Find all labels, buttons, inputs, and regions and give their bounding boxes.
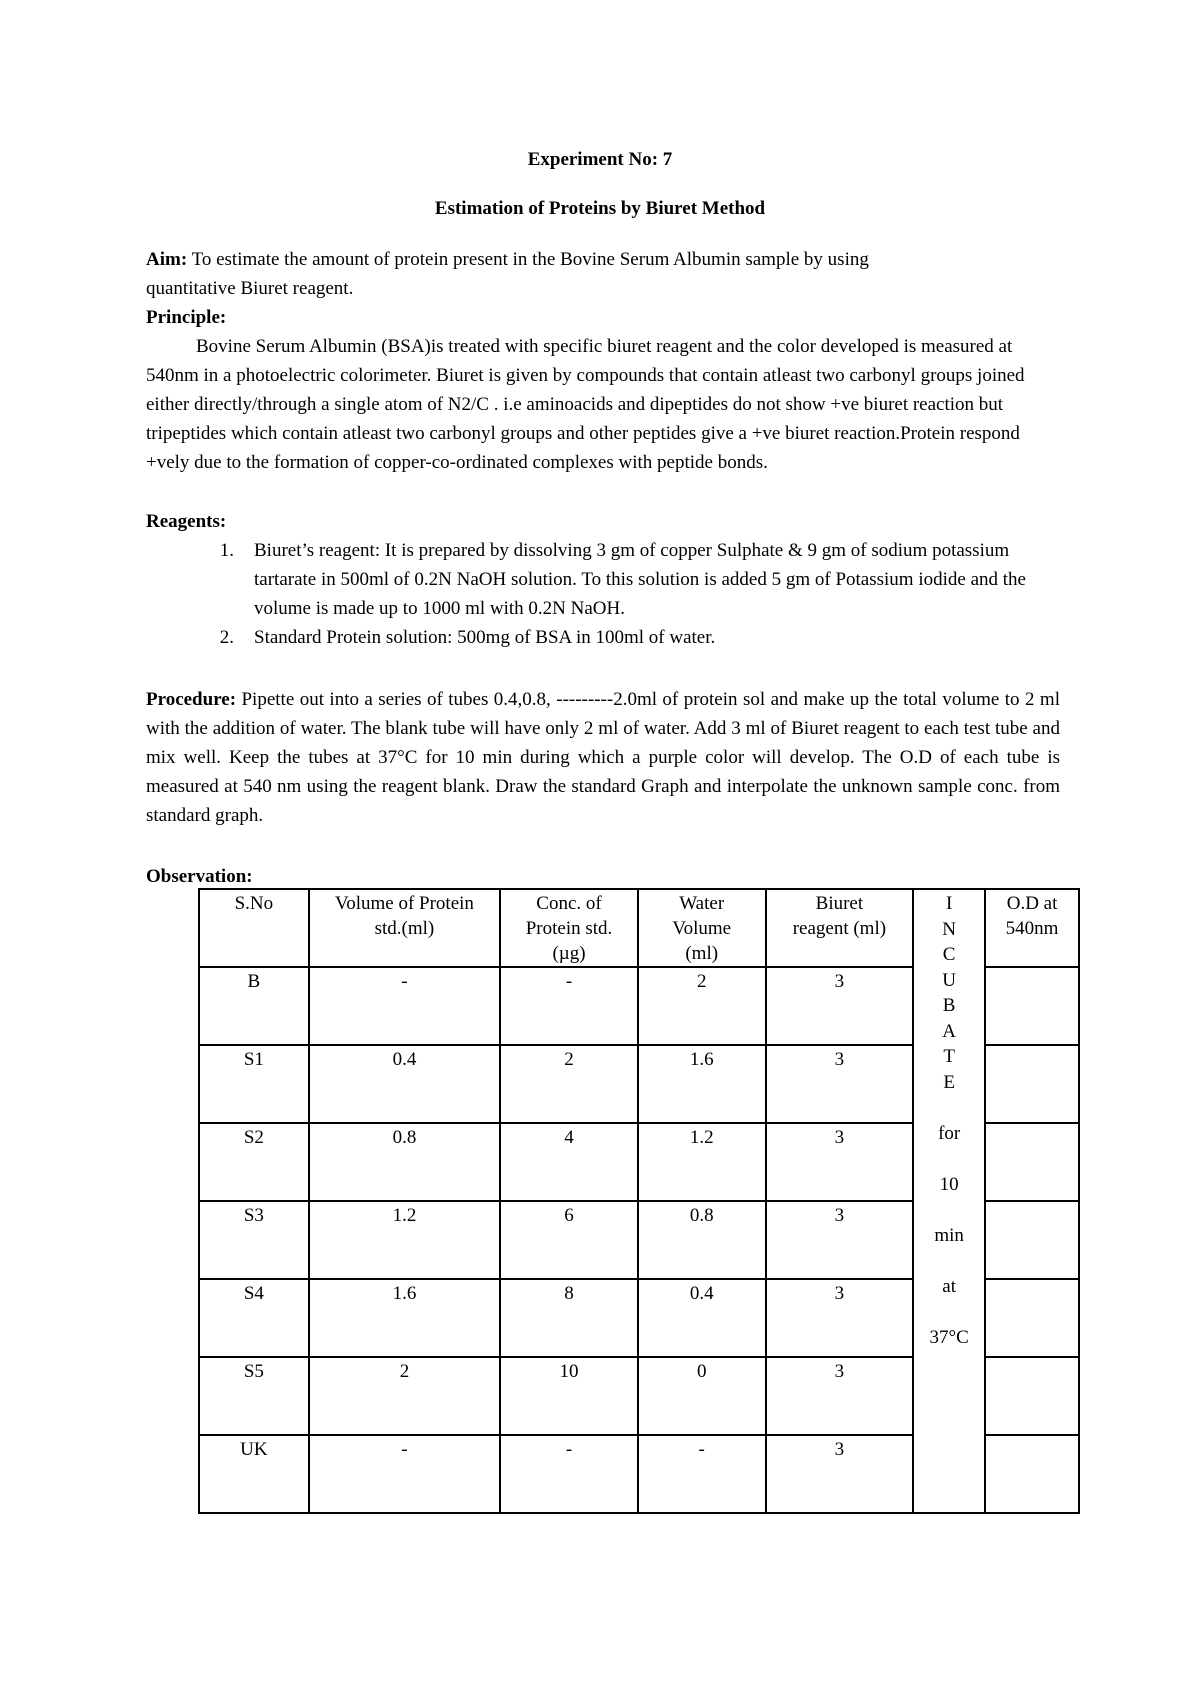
reagent-number: 1. [219,540,234,561]
cell-od [985,1435,1079,1513]
cell-volume: - [309,967,500,1045]
header-volume: Volume of Protein std.(ml) [309,889,500,967]
aim-text-1: To estimate the amount of protein present in the Bovine Serum Albumin sample by using [187,249,869,270]
reagents-list [146,536,1060,652]
header-biuret: Biuret reagent (ml) [766,889,914,967]
cell-sno: S4 [199,1279,309,1357]
procedure-section [146,685,1060,830]
reagent-number: 2. [219,627,234,648]
cell-conc: 4 [500,1123,638,1201]
cell-sno: S3 [199,1201,309,1279]
cell-sno: B [199,967,309,1045]
header-sno: S.No [199,889,309,967]
cell-volume: 1.6 [309,1279,500,1357]
cell-sno: S5 [199,1357,309,1435]
cell-water: 0.8 [638,1201,766,1279]
cell-water: 1.6 [638,1045,766,1123]
experiment-number: Experiment No: 7 [527,149,673,170]
cell-od [985,1123,1079,1201]
cell-biuret: 3 [766,1123,914,1201]
cell-volume: 2 [309,1357,500,1435]
cell-conc: 2 [500,1045,638,1123]
cell-water: - [638,1435,766,1513]
aim-label: Aim: [146,249,188,270]
aim-text-2: quantitative Biuret reagent. [146,278,354,299]
cell-volume: 1.2 [309,1201,500,1279]
header-water: Water Volume (ml) [638,889,766,967]
observation-table [198,888,1080,1514]
cell-volume: 0.8 [309,1123,500,1201]
reagent-item-1 [146,536,1060,623]
cell-volume: 0.4 [309,1045,500,1123]
cell-biuret: 3 [766,1201,914,1279]
cell-water: 1.2 [638,1123,766,1201]
cell-sno: S2 [199,1123,309,1201]
reagent-text: Standard Protein solution: 500mg of BSA in 100ml of water. [254,627,716,648]
cell-od [985,1357,1079,1435]
principle-text: Bovine Serum Albumin (BSA)is treated with specific biuret reagent and the color developed is measured at 540nm in a photoelectric colorimeter. Biuret is given by compounds that contain atleast two carbonyl groups joined either directly/through a single atom of N2/C . i.e aminoacids and dipeptides do not show +ve biuret reaction but tripeptides which contain atleast two carbonyl groups and other peptides give a +ve biuret reaction.Protein respond +vely due to the formation of copper-co-ordinated complexes with peptide bonds. [146,336,1025,473]
incubate-cell: I N C U B A T E for 10 min at 37°C [913,889,985,1513]
cell-biuret: 3 [766,1045,914,1123]
principle-label: Principle: [146,307,227,328]
cell-od [985,967,1079,1045]
header-od: O.D at 540nm [985,889,1079,967]
cell-conc: - [500,967,638,1045]
cell-biuret: 3 [766,967,914,1045]
reagents-section [146,507,1060,536]
reagents-label: Reagents: [146,511,227,532]
cell-sno: S1 [199,1045,309,1123]
principle-section [146,303,1060,477]
cell-od [985,1201,1079,1279]
cell-od [985,1279,1079,1357]
aim-line-1 [146,245,1060,274]
cell-water: 0 [638,1357,766,1435]
cell-conc: 8 [500,1279,638,1357]
cell-conc: - [500,1435,638,1513]
table-header-row [199,889,1079,967]
reagent-text: Biuret’s reagent: It is prepared by dissolving 3 gm of copper Sulphate & 9 gm of sodium potassium tartarate in 500ml of 0.2N NaOH solution. To this solution is added 5 gm of Potassium iodide and the volume is made up to 1000 ml with 0.2N NaOH. [254,540,1026,619]
cell-water: 0.4 [638,1279,766,1357]
cell-volume: - [309,1435,500,1513]
procedure-text: Pipette out into a series of tubes 0.4,0.8, ---------2.0ml of protein sol and make up the total volume to 2 ml with the addition of water. The blank tube will have only 2 ml of water. Add 3 ml of Biuret reagent to each test tube and mix well. Keep the tubes at 37°C for 10 min during which a purple color will develop. The O.D of each tube is measured at 540 nm using the reagent blank. Draw the standard Graph and interpolate the unknown sample conc. from standard graph. [146,689,1060,826]
aim-section [146,245,1060,303]
procedure-label: Procedure: [146,689,237,710]
cell-biuret: 3 [766,1279,914,1357]
cell-od [985,1045,1079,1123]
cell-biuret: 3 [766,1435,914,1513]
observation-label: Observation: [146,866,253,887]
cell-conc: 6 [500,1201,638,1279]
cell-sno: UK [199,1435,309,1513]
experiment-title: Estimation of Proteins by Biuret Method [434,198,766,219]
reagent-item-2 [146,623,1060,652]
cell-biuret: 3 [766,1357,914,1435]
cell-conc: 10 [500,1357,638,1435]
cell-water: 2 [638,967,766,1045]
header-conc: Conc. of Protein std. (µg) [500,889,638,967]
